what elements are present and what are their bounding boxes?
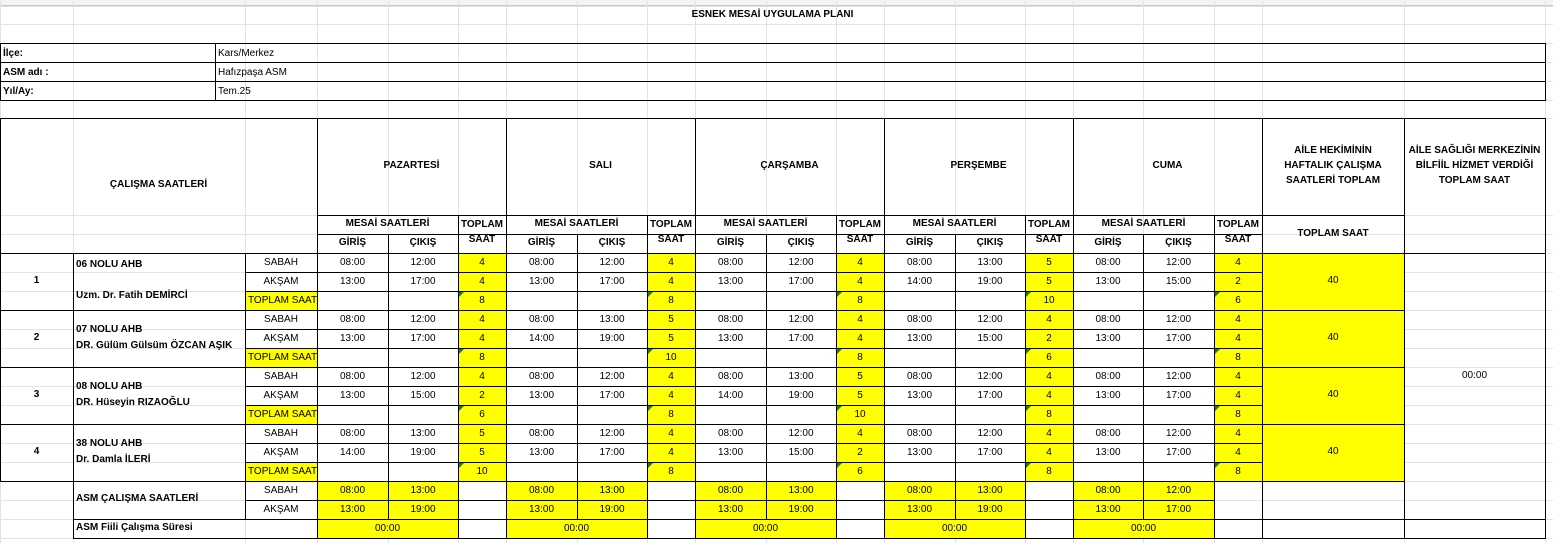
sabah-label: SABAH — [264, 428, 298, 439]
cikis-cell[interactable]: 17:00 — [1165, 333, 1192, 344]
border-line — [245, 348, 1263, 349]
comment-indicator-icon — [1215, 463, 1220, 468]
mesai-saatleri-header: MESAİ SAATLERİ — [723, 218, 808, 229]
border-line — [73, 424, 74, 482]
hours-cell[interactable]: 4 — [479, 257, 485, 268]
giris-cell[interactable]: 08:00 — [1095, 371, 1121, 382]
cikis-cell[interactable]: 12:00 — [977, 428, 1003, 439]
weekly-total-value[interactable]: 40 — [1327, 389, 1339, 400]
aksam-label: AKŞAM — [263, 504, 299, 515]
fiili-value[interactable]: 00:00 — [941, 523, 968, 534]
border-line — [245, 291, 1263, 292]
giris-cell[interactable]: 13:00 — [339, 276, 366, 287]
comment-indicator-icon — [1026, 463, 1031, 468]
cikis-cell[interactable]: 13:00 — [410, 428, 436, 439]
weekly-total-header: HAFTALIK ÇALIŞMA — [1284, 160, 1382, 171]
asm-giris-cell[interactable]: 13:00 — [1095, 504, 1121, 515]
border-line — [73, 367, 74, 425]
doctor-name: DR. Hüseyin RIZAOĞLU — [76, 397, 190, 408]
giris-header: GİRİŞ — [338, 237, 367, 248]
toplam-saat-label: TOPLAM SAAT — [248, 295, 318, 306]
giris-cell[interactable]: 08:00 — [1095, 428, 1121, 439]
day-total-cell[interactable]: 8 — [857, 295, 863, 306]
doctor-unit: 38 NOLU AHB — [76, 438, 143, 449]
giris-cell[interactable]: 08:00 — [1095, 314, 1121, 325]
asm-giris-cell[interactable]: 08:00 — [339, 485, 366, 496]
hours-cell[interactable]: 4 — [668, 428, 674, 439]
giris-cell[interactable]: 13:00 — [906, 390, 933, 401]
day-total-cell[interactable]: 8 — [1046, 466, 1052, 477]
hours-cell[interactable]: 5 — [668, 314, 674, 325]
day-total-cell[interactable]: 8 — [668, 466, 674, 477]
border-line — [0, 481, 1405, 482]
hours-cell[interactable]: 4 — [1046, 390, 1052, 401]
saat-header: SAAT — [468, 234, 496, 245]
asm-giris-cell[interactable]: 13:00 — [717, 504, 744, 515]
cikis-header: ÇIKIŞ — [409, 237, 437, 248]
bilfiil-header: BİLFİİL HİZMET VERDİĞİ — [1415, 160, 1534, 171]
hours-cell[interactable]: 4 — [1235, 314, 1241, 325]
giris-cell[interactable]: 13:00 — [339, 333, 366, 344]
cikis-cell[interactable]: 17:00 — [410, 276, 436, 287]
asm-giris-cell[interactable]: 08:00 — [1095, 485, 1121, 496]
cikis-cell[interactable]: 19:00 — [410, 447, 436, 458]
hours-cell[interactable]: 5 — [1046, 276, 1052, 287]
hours-cell[interactable]: 4 — [1235, 390, 1241, 401]
comment-indicator-icon — [648, 349, 653, 354]
toplam-header: TOPLAM — [838, 219, 882, 230]
cikis-cell[interactable]: 19:00 — [788, 390, 814, 401]
giris-cell[interactable]: 13:00 — [906, 333, 933, 344]
cikis-cell[interactable]: 12:00 — [1165, 371, 1192, 382]
hours-cell[interactable]: 2 — [857, 447, 863, 458]
cikis-cell[interactable]: 19:00 — [977, 276, 1003, 287]
weekly-total-header: AİLE HEKİMİNİN — [1294, 145, 1372, 156]
giris-header: GİRİŞ — [527, 237, 556, 248]
cikis-cell[interactable]: 17:00 — [1165, 390, 1192, 401]
giris-cell[interactable]: 08:00 — [906, 428, 933, 439]
hours-cell[interactable]: 4 — [1046, 428, 1052, 439]
giris-cell[interactable]: 13:00 — [1095, 390, 1121, 401]
day-header: PAZARTESİ — [383, 160, 440, 171]
day-total-cell[interactable]: 8 — [1235, 409, 1241, 420]
giris-cell[interactable]: 08:00 — [528, 428, 555, 439]
giris-cell[interactable]: 08:00 — [717, 314, 744, 325]
info-value[interactable]: Tem.25 — [218, 85, 251, 97]
row-number: 4 — [33, 446, 40, 457]
border-line — [0, 43, 1546, 44]
giris-cell[interactable]: 13:00 — [528, 447, 555, 458]
doctor-unit: 06 NOLU AHB — [76, 259, 143, 270]
day-total-cell[interactable]: 8 — [668, 295, 674, 306]
cikis-cell[interactable]: 12:00 — [788, 314, 814, 325]
giris-cell[interactable]: 13:00 — [717, 447, 744, 458]
toplam-header: TOPLAM — [649, 219, 693, 230]
toplam-saat-label: TOPLAM SAAT — [248, 409, 318, 420]
comment-indicator-icon — [459, 292, 464, 297]
gridline — [0, 6, 1553, 7]
asm-giris-cell[interactable]: 08:00 — [906, 485, 933, 496]
giris-header: GİRİŞ — [905, 237, 934, 248]
page-title: ESNEK MESAİ UYGULAMA PLANI — [691, 9, 854, 20]
border-line — [245, 500, 1215, 501]
hours-cell[interactable]: 4 — [479, 333, 485, 344]
cikis-cell[interactable]: 13:00 — [977, 257, 1003, 268]
mesai-saatleri-header: MESAİ SAATLERİ — [912, 218, 997, 229]
cikis-header: ÇIKIŞ — [1165, 237, 1192, 248]
day-total-cell[interactable]: 10 — [476, 466, 488, 477]
giris-header: GİRİŞ — [1094, 237, 1122, 248]
asm-cikis-cell[interactable]: 13:00 — [788, 485, 814, 496]
day-total-cell[interactable]: 8 — [857, 352, 863, 363]
cikis-header: ÇIKIŞ — [787, 237, 815, 248]
day-total-cell[interactable]: 10 — [854, 409, 866, 420]
border-line — [1545, 118, 1546, 539]
comment-indicator-icon — [459, 463, 464, 468]
asm-giris-cell[interactable]: 08:00 — [528, 485, 555, 496]
weekly-toplam-saat-header: TOPLAM SAAT — [1297, 228, 1369, 239]
asm-giris-cell[interactable]: 08:00 — [717, 485, 744, 496]
asm-cikis-cell[interactable]: 13:00 — [599, 485, 625, 496]
asm-cikis-cell[interactable]: 19:00 — [599, 504, 625, 515]
day-total-cell[interactable]: 8 — [1235, 466, 1241, 477]
hours-cell[interactable]: 4 — [479, 314, 485, 325]
giris-cell[interactable]: 08:00 — [339, 371, 366, 382]
border-line — [0, 118, 1546, 119]
comment-indicator-icon — [1215, 406, 1220, 411]
fiili-value[interactable]: 00:00 — [563, 523, 590, 534]
asm-giris-cell[interactable]: 13:00 — [528, 504, 555, 515]
day-total-cell[interactable]: 8 — [668, 409, 674, 420]
hours-cell[interactable]: 5 — [857, 371, 863, 382]
cikis-cell[interactable]: 17:00 — [788, 333, 814, 344]
giris-cell[interactable]: 08:00 — [528, 257, 555, 268]
sabah-label: SABAH — [264, 314, 298, 325]
sabah-label: SABAH — [264, 371, 298, 382]
giris-cell[interactable]: 08:00 — [528, 371, 555, 382]
hours-cell[interactable]: 4 — [1235, 447, 1241, 458]
border-line — [0, 118, 1, 482]
day-header: PERŞEMBE — [950, 160, 1007, 171]
bilfiil-value[interactable]: 00:00 — [1461, 370, 1488, 381]
saat-header: SAAT — [1224, 234, 1252, 245]
comment-indicator-icon — [837, 463, 842, 468]
giris-cell[interactable]: 13:00 — [1095, 333, 1121, 344]
hours-cell[interactable]: 4 — [857, 257, 863, 268]
hours-cell[interactable]: 4 — [1235, 371, 1241, 382]
mesai-saatleri-header: MESAİ SAATLERİ — [1101, 218, 1186, 229]
cikis-cell[interactable]: 12:00 — [1165, 428, 1192, 439]
asm-cikis-cell[interactable]: 13:00 — [977, 485, 1003, 496]
cikis-cell[interactable]: 12:00 — [1165, 257, 1192, 268]
toplam-header: TOPLAM — [1027, 219, 1071, 230]
border-line — [215, 43, 216, 101]
border-line — [0, 81, 1546, 82]
doctor-name: DR. Gülüm Gülsüm ÖZCAN AŞIK — [76, 340, 233, 351]
border-line — [73, 253, 74, 311]
cikis-cell[interactable]: 12:00 — [788, 428, 814, 439]
comment-indicator-icon — [648, 463, 653, 468]
giris-cell[interactable]: 13:00 — [528, 390, 555, 401]
saat-header: SAAT — [657, 234, 685, 245]
cikis-cell[interactable]: 17:00 — [1165, 447, 1192, 458]
hours-cell[interactable]: 4 — [668, 390, 674, 401]
border-line — [0, 253, 1546, 254]
cikis-cell[interactable]: 15:00 — [410, 390, 436, 401]
toplam-header: TOPLAM — [1216, 219, 1260, 230]
giris-cell[interactable]: 14:00 — [906, 276, 933, 287]
giris-cell[interactable]: 13:00 — [1095, 447, 1121, 458]
asm-giris-cell[interactable]: 13:00 — [906, 504, 933, 515]
hours-cell[interactable]: 4 — [857, 428, 863, 439]
cikis-cell[interactable]: 13:00 — [788, 371, 814, 382]
toplam-saat-label: TOPLAM SAAT — [248, 352, 318, 363]
giris-cell[interactable]: 08:00 — [339, 257, 366, 268]
hours-cell[interactable]: 4 — [1046, 447, 1052, 458]
border-line — [245, 443, 1263, 444]
cikis-cell[interactable]: 17:00 — [977, 447, 1003, 458]
cikis-cell[interactable]: 17:00 — [599, 276, 625, 287]
giris-cell[interactable]: 08:00 — [1095, 257, 1121, 268]
row-number: 1 — [33, 275, 40, 286]
fiili-value[interactable]: 00:00 — [1130, 523, 1157, 534]
cikis-cell[interactable]: 12:00 — [599, 428, 625, 439]
fiili-value[interactable]: 00:00 — [374, 523, 401, 534]
giris-cell[interactable]: 08:00 — [339, 428, 366, 439]
giris-cell[interactable]: 08:00 — [528, 314, 555, 325]
hours-cell[interactable]: 5 — [857, 390, 863, 401]
border-line — [1545, 43, 1546, 101]
hours-cell[interactable]: 4 — [668, 371, 674, 382]
giris-cell[interactable]: 14:00 — [339, 447, 366, 458]
hours-cell[interactable]: 4 — [668, 257, 674, 268]
day-total-cell[interactable]: 8 — [1046, 409, 1052, 420]
day-total-cell[interactable]: 6 — [1046, 352, 1052, 363]
border-line — [0, 424, 1405, 425]
toplam-saat-label: TOPLAM SAAT — [248, 466, 318, 477]
border-line — [245, 272, 1263, 273]
comment-indicator-icon — [1026, 292, 1031, 297]
hours-cell[interactable]: 4 — [1235, 257, 1241, 268]
border-line — [73, 519, 1546, 520]
info-label: Yıl/Ay: — [3, 85, 34, 97]
comment-indicator-icon — [1026, 406, 1031, 411]
bilfiil-header: TOPLAM SAAT — [1438, 175, 1511, 186]
cikis-cell[interactable]: 12:00 — [599, 371, 625, 382]
border-line — [0, 62, 1546, 63]
hours-cell[interactable]: 5 — [479, 428, 485, 439]
day-total-cell[interactable]: 8 — [1235, 352, 1241, 363]
giris-cell[interactable]: 13:00 — [1095, 276, 1121, 287]
comment-indicator-icon — [648, 406, 653, 411]
border-line — [73, 481, 74, 539]
day-total-cell[interactable]: 8 — [479, 295, 485, 306]
info-value[interactable]: Kars/Merkez — [218, 47, 275, 59]
border-line — [73, 538, 1546, 539]
weekly-total-value[interactable]: 40 — [1327, 275, 1339, 286]
hours-cell[interactable]: 5 — [1046, 257, 1052, 268]
border-line — [0, 310, 1405, 311]
border-line — [73, 310, 74, 368]
gridline — [0, 24, 1553, 25]
row-number: 2 — [33, 332, 40, 343]
day-total-cell[interactable]: 6 — [1235, 295, 1241, 306]
hours-cell[interactable]: 2 — [479, 390, 485, 401]
hours-cell[interactable]: 4 — [857, 333, 863, 344]
cikis-cell[interactable]: 12:00 — [410, 257, 436, 268]
comment-indicator-icon — [459, 349, 464, 354]
saat-header: SAAT — [846, 234, 874, 245]
comment-indicator-icon — [837, 349, 842, 354]
day-total-cell[interactable]: 10 — [1043, 295, 1055, 306]
cikis-cell[interactable]: 17:00 — [977, 390, 1003, 401]
row-number: 3 — [33, 389, 40, 400]
hours-cell[interactable]: 4 — [857, 276, 863, 287]
asm-cikis-cell[interactable]: 17:00 — [1165, 504, 1192, 515]
info-label: ASM adı : — [3, 66, 49, 78]
giris-cell[interactable]: 14:00 — [528, 333, 555, 344]
asm-calisma-label: ASM ÇALIŞMA SAATLERİ — [76, 493, 199, 504]
cikis-cell[interactable]: 15:00 — [788, 447, 814, 458]
cikis-header: ÇIKIŞ — [976, 237, 1004, 248]
hours-cell[interactable]: 4 — [1235, 333, 1241, 344]
cikis-cell[interactable]: 17:00 — [788, 276, 814, 287]
cikis-cell[interactable]: 12:00 — [599, 257, 625, 268]
cikis-cell[interactable]: 12:00 — [410, 371, 436, 382]
comment-indicator-icon — [459, 406, 464, 411]
border-line — [0, 43, 1, 101]
cikis-cell[interactable]: 15:00 — [1165, 276, 1192, 287]
hours-cell[interactable]: 4 — [857, 314, 863, 325]
hours-cell[interactable]: 4 — [479, 276, 485, 287]
giris-cell[interactable]: 13:00 — [528, 276, 555, 287]
border-line — [0, 367, 1405, 368]
giris-cell[interactable]: 08:00 — [717, 371, 744, 382]
doctor-name: Uzm. Dr. Fatih DEMİRCİ — [76, 290, 188, 301]
cikis-cell[interactable]: 12:00 — [788, 257, 814, 268]
giris-cell[interactable]: 13:00 — [717, 333, 744, 344]
weekly-total-value[interactable]: 40 — [1327, 332, 1339, 343]
giris-cell[interactable]: 13:00 — [717, 276, 744, 287]
giris-cell[interactable]: 08:00 — [906, 314, 933, 325]
info-value[interactable]: Hafızpaşa ASM — [218, 66, 287, 78]
comment-indicator-icon — [1215, 292, 1220, 297]
header-calisma-saatleri: ÇALIŞMA SAATLERİ — [109, 179, 208, 190]
cikis-cell[interactable]: 15:00 — [977, 333, 1003, 344]
hours-cell[interactable]: 4 — [668, 447, 674, 458]
bilfiil-header: AİLE SAĞLIĞI MERKEZİNİN — [1408, 145, 1541, 156]
asm-cikis-cell[interactable]: 19:00 — [788, 504, 814, 515]
giris-cell[interactable]: 08:00 — [339, 314, 366, 325]
asm-giris-cell[interactable]: 13:00 — [339, 504, 366, 515]
sabah-label: SABAH — [264, 257, 298, 268]
border-line — [245, 405, 1263, 406]
fiili-label: ASM Fiili Çalışma Süresi — [76, 522, 193, 533]
comment-indicator-icon — [837, 406, 842, 411]
hours-cell[interactable]: 2 — [1046, 333, 1052, 344]
aksam-label: AKŞAM — [263, 390, 299, 401]
cikis-cell[interactable]: 12:00 — [977, 371, 1003, 382]
mesai-saatleri-header: MESAİ SAATLERİ — [345, 218, 430, 229]
cikis-cell[interactable]: 12:00 — [977, 314, 1003, 325]
giris-cell[interactable]: 14:00 — [717, 390, 744, 401]
mesai-saatleri-header: MESAİ SAATLERİ — [534, 218, 619, 229]
giris-header: GİRİŞ — [716, 237, 745, 248]
comment-indicator-icon — [837, 292, 842, 297]
giris-cell[interactable]: 08:00 — [906, 257, 933, 268]
day-total-cell[interactable]: 6 — [857, 466, 863, 477]
asm-cikis-cell[interactable]: 13:00 — [410, 485, 436, 496]
cikis-cell[interactable]: 12:00 — [410, 314, 436, 325]
aksam-label: AKŞAM — [263, 276, 299, 287]
cikis-header: ÇIKIŞ — [598, 237, 626, 248]
asm-cikis-cell[interactable]: 19:00 — [977, 504, 1003, 515]
giris-cell[interactable]: 08:00 — [717, 428, 744, 439]
day-total-cell[interactable]: 10 — [665, 352, 677, 363]
border-line — [245, 462, 1263, 463]
hours-cell[interactable]: 2 — [1235, 276, 1241, 287]
day-total-cell[interactable]: 8 — [479, 352, 485, 363]
day-header: SALI — [589, 160, 612, 171]
sabah-label: SABAH — [264, 485, 298, 496]
giris-cell[interactable]: 13:00 — [906, 447, 933, 458]
comment-indicator-icon — [1026, 349, 1031, 354]
doctor-name: Dr. Damla İLERİ — [76, 454, 151, 465]
aksam-label: AKŞAM — [263, 333, 299, 344]
cikis-cell[interactable]: 17:00 — [599, 447, 625, 458]
weekly-total-header: SAATLERİ TOPLAM — [1285, 175, 1381, 186]
asm-cikis-cell[interactable]: 19:00 — [410, 504, 436, 515]
cikis-cell[interactable]: 12:00 — [1165, 314, 1192, 325]
comment-indicator-icon — [1215, 349, 1220, 354]
border-line — [317, 215, 1405, 216]
hours-cell[interactable]: 4 — [668, 276, 674, 287]
border-line — [245, 386, 1263, 387]
info-label: İlçe: — [3, 47, 24, 59]
asm-cikis-cell[interactable]: 12:00 — [1165, 485, 1192, 496]
saat-header: SAAT — [1035, 234, 1063, 245]
hours-cell[interactable]: 5 — [479, 447, 485, 458]
doctor-unit: 07 NOLU AHB — [76, 324, 143, 335]
cikis-cell[interactable]: 17:00 — [599, 390, 625, 401]
border-line — [0, 100, 1546, 101]
cikis-cell[interactable]: 17:00 — [410, 333, 436, 344]
border-line — [245, 329, 1263, 330]
fiili-value[interactable]: 00:00 — [752, 523, 779, 534]
comment-indicator-icon — [648, 292, 653, 297]
cikis-cell[interactable]: 19:00 — [599, 333, 625, 344]
hours-cell[interactable]: 4 — [1046, 314, 1052, 325]
day-total-cell[interactable]: 6 — [479, 409, 485, 420]
giris-cell[interactable]: 13:00 — [339, 390, 366, 401]
hours-cell[interactable]: 4 — [1235, 428, 1241, 439]
giris-cell[interactable]: 08:00 — [906, 371, 933, 382]
hours-cell[interactable]: 4 — [1046, 371, 1052, 382]
giris-cell[interactable]: 08:00 — [717, 257, 744, 268]
aksam-label: AKŞAM — [263, 447, 299, 458]
hours-cell[interactable]: 5 — [668, 333, 674, 344]
day-header: ÇARŞAMBA — [760, 160, 819, 171]
weekly-total-value[interactable]: 40 — [1327, 446, 1339, 457]
hours-cell[interactable]: 4 — [479, 371, 485, 382]
toplam-header: TOPLAM — [460, 219, 504, 230]
day-header: CUMA — [1152, 160, 1183, 171]
cikis-cell[interactable]: 13:00 — [599, 314, 625, 325]
doctor-unit: 08 NOLU AHB — [76, 381, 143, 392]
